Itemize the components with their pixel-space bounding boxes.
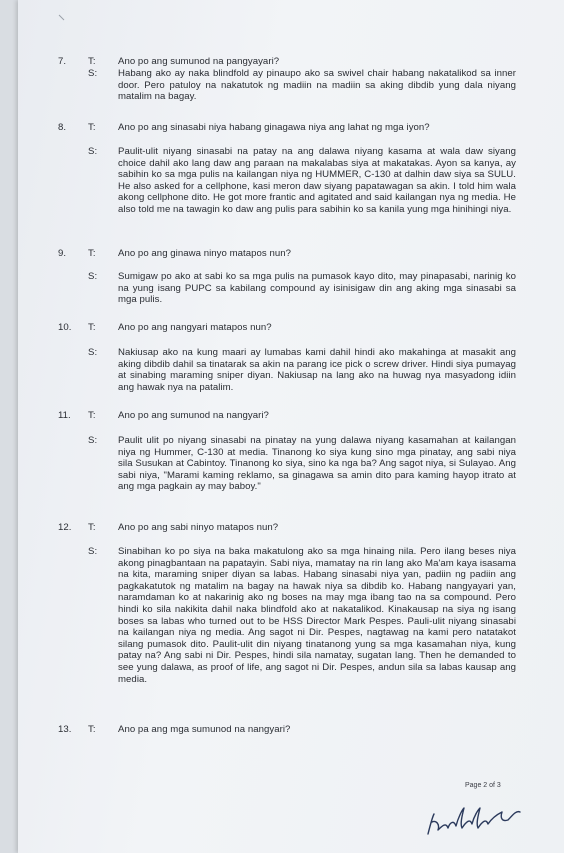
page-number: Page 2 of 3 bbox=[465, 782, 501, 789]
speaker-label: T: bbox=[88, 522, 96, 533]
document-page bbox=[18, 0, 564, 853]
handwritten-signature-icon bbox=[422, 800, 532, 840]
speaker-label: S: bbox=[88, 347, 98, 358]
speaker-label: T: bbox=[88, 56, 96, 67]
item-number: 12. bbox=[58, 522, 72, 533]
answer-text: Sinabihan ko po siya na baka makatulong ako sa mga hinaing nila. Pero ilang beses niya akong pinagbantaan na papatayin. Sabi niya, mamatay na rin lang ako Ma'am kaya isasama na kita, maraming sniper diyan sa labas. Habang sinasabi niya yan, padiin ng padiin ang pagkakatutok ng matalim na bagay na hawak niya sa dibdib ko. Habang nangyayari yan, naramdaman ko at nakarinig ako ng boses na may mga ibang tao na sa compound. Pero hindi ko sila nakikita dahil naka blindfold ako at nakatalikod. Kinakausap na siya ng isang boses sa labas who turned out to be HSS Director Mark Pespes. Pauli-ulit niyang sinasabi na kailangan niya ng media. Ang sagot ni Dir. Pespes, nagtawag na kami pero natatakot silang pumasok dito. Paulit-ulit din niyang tinatanong yung sa mga kasamahan niya, kung patay na? Ang sabi ni Dir. Pespes, hindi sila namatay, sugatan lang. Then he demanded to see yung dalawa, as proof of life, ang sagot ni Dir. Pespes, andun sila sa labas kausap ang media. bbox=[118, 546, 516, 685]
question-text: Ano po ang sinasabi niya habang ginagawa niya ang lahat ng mga iyon? bbox=[118, 122, 430, 133]
speaker-label: S: bbox=[88, 546, 98, 557]
answer-text: Sumigaw po ako at sabi ko sa mga pulis na pumasok kayo dito, may pinapasabi, narinig ko na yung isang PUPC sa kabilang compound ay isinisigaw din ang aking mga sinasabi sa mga pulis. bbox=[118, 271, 516, 306]
item-number: 13. bbox=[58, 724, 72, 735]
question-text: Ano pa ang mga sumunod na nangyari? bbox=[118, 724, 291, 735]
question-text: Ano po ang nangyari matapos nun? bbox=[118, 322, 272, 333]
item-number: 10. bbox=[58, 322, 72, 333]
speaker-label: T: bbox=[88, 410, 96, 421]
answer-text: Nakiusap ako na kung maari ay lumabas kami dahil hindi ako makahinga at masakit ang aking dibdib dahil sa tinatarak sa akin na parang ice pick o screw driver. Hindi siya pumayag at sinabing maraming sniper diyan. Nakiusap na lang ako na huwag nya masyadong idiin ang hawak nya na patalim. bbox=[118, 347, 516, 393]
item-number: 8. bbox=[58, 122, 67, 133]
speaker-label: S: bbox=[88, 146, 98, 157]
corner-mark-icon bbox=[58, 14, 66, 22]
question-text: Ano po ang ginawa ninyo matapos nun? bbox=[118, 248, 292, 259]
speaker-label: T: bbox=[88, 248, 96, 259]
speaker-label: T: bbox=[88, 322, 96, 333]
item-number: 7. bbox=[58, 56, 67, 67]
speaker-label: T: bbox=[88, 724, 96, 735]
speaker-label: S: bbox=[88, 435, 98, 446]
speaker-label: S: bbox=[88, 68, 98, 79]
speaker-label: S: bbox=[88, 271, 98, 282]
question-text: Ano po ang sumunod na nangyari? bbox=[118, 410, 269, 421]
question-text: Ano po ang sabi ninyo matapos nun? bbox=[118, 522, 279, 533]
item-number: 9. bbox=[58, 248, 67, 259]
answer-text: Paulit-ulit niyang sinasabi na patay na ang dalawa niyang kasama at wala daw siyang choice dahil ako lang daw ang paraan na makalabas siya at makatakas. Ayon sa kanya, ay sabihin ko sa mga pulis na kailangan niya ng HUMMER, C-130 at dalhin daw siya sa SULU. He also asked for a cellphone, kasi meron daw siyang papatawagan sa akin. I told him wala akong cellphone dito. He got more frantic and agitated and said kailangan nya ng media. He also told me na tawagin ko daw ang pulis para sabihin ko sa kanila yung mga hinihingi niya. bbox=[118, 146, 516, 215]
answer-text: Habang ako ay naka blindfold ay pinaupo ako sa swivel chair habang nakatalikod sa inner door. Pero patuloy na nakatutok ng madiin na madiin sa aking dibdib yung dala niyang matalim na bagay. bbox=[118, 68, 516, 103]
speaker-label: T: bbox=[88, 122, 96, 133]
item-number: 11. bbox=[58, 410, 71, 421]
question-text: Ano po ang sumunod na pangyayari? bbox=[118, 56, 280, 67]
answer-text: Paulit ulit po niyang sinasabi na pinatay na yung dalawa niyang kasamahan at kailangan niya ng Hummer, C-130 at media. Tinanong ko siya kung sino mga pinatay, ang sabi niya sila Susukan at Cabintoy. Tinanong ko siya, sino ka nga ba? Ang sagot niya, si Sulayao. Ang sabi niya, "Marami kaming reklamo, sa ginagawa sa amin dito para kaming hayop itrato at ang mga pagkain ay may baboy." bbox=[118, 435, 516, 493]
